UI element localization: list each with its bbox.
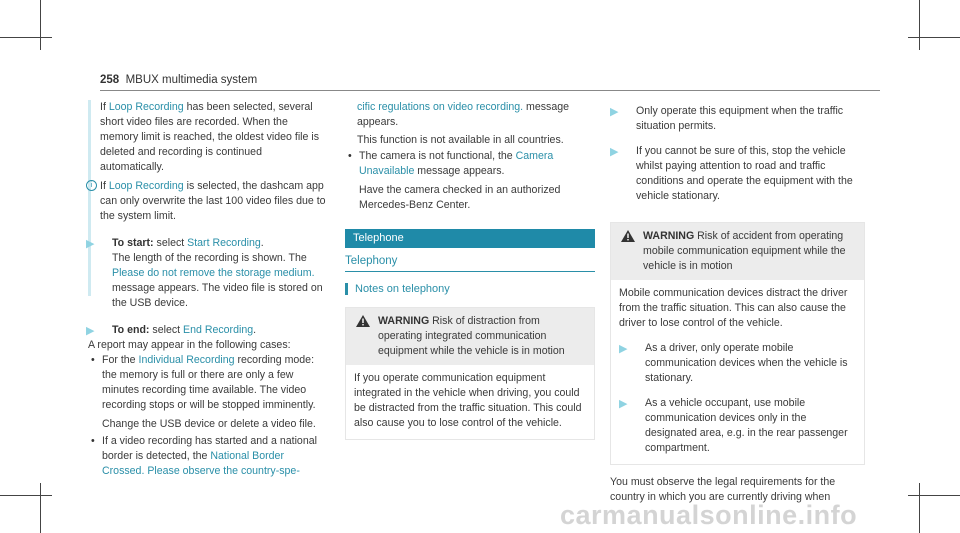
step-item: ▶ Only operate this equipment when the traffic situation permits. [610, 105, 844, 132]
bullet3-extra: Have the camera checked in an authorized Mercedes-Benz Center. [359, 184, 561, 211]
warning-header: WARNING Risk of distraction from operating integrated communication equipment while the vehicle is in motion [346, 308, 594, 365]
notes-heading [345, 282, 595, 297]
warning-icon [621, 230, 635, 247]
crop-mark [908, 37, 960, 38]
start-step: ▶ To start: select Start Recording. The length of the recording is shown. The Please do not remove the storage medium. message appears. The video file is stored on the USB device. [86, 237, 323, 309]
availability-note: This function is not available in all countries. [357, 134, 564, 146]
legal-note: You must observe the legal requirements for the country in which you are currently driving when [610, 476, 836, 503]
watermark: carmanualsonline.info [560, 500, 858, 530]
header-divider [100, 90, 880, 91]
arrow-icon: ▶ [610, 146, 619, 158]
crop-mark [908, 495, 960, 496]
crop-mark [919, 0, 920, 50]
arrow-icon: ▶ [86, 325, 95, 337]
warning-icon [356, 315, 370, 332]
list-item: • For the Individual Recording recording mode: the memory is full or there are only a few minutes recording time available. The video recording stops or will be stopped imminently. Change the USB device or delete a video file. [88, 353, 328, 432]
crop-mark [0, 495, 52, 496]
warning-header: WARNING Risk of accident from operating mobile communication equipment while the vehicle is in motion [611, 223, 864, 280]
heading-marker [345, 283, 348, 295]
notes-heading-text: Notes on telephony [355, 283, 450, 295]
info-icon: i [86, 180, 97, 191]
national-border-message: National Border Crossed. Please observe the country-spe- [102, 450, 300, 477]
warning-box [610, 222, 865, 465]
column-1 [86, 100, 328, 479]
end-step: ▶ To end: select End Recording. [86, 324, 257, 337]
warning-box [345, 307, 595, 440]
crop-mark [919, 483, 920, 533]
step-item: ▶ As a driver, only operate mobile communication devices when the vehicle is stationary. [619, 342, 848, 384]
arrow-icon: ▶ [86, 238, 95, 250]
crop-mark [40, 483, 41, 533]
warning-body [611, 280, 864, 464]
column-2 [345, 100, 595, 440]
arrow-icon: ▶ [619, 398, 628, 410]
column-3 [610, 100, 865, 505]
bullet1-extra: Change the USB device or delete a video file. [102, 418, 316, 430]
individual-recording-link[interactable]: Individual Recording [138, 354, 235, 366]
end-recording-button[interactable]: End Recording [183, 324, 254, 336]
page-header [100, 73, 257, 88]
loop-recording-link[interactable]: Loop Recording [108, 101, 184, 113]
step-item: ▶ As a vehicle occupant, use mobile communication devices only in the designated area, e.g. in the rear passenger compartment. [619, 397, 848, 454]
start-recording-button[interactable]: Start Recording [187, 237, 261, 249]
list-item: • The camera is not functional, the Camera Unavailable message appears. Have the camera checked in an authorized Mercedes-Benz Center. [345, 149, 595, 213]
page-number: 258 [100, 74, 120, 86]
arrow-icon: ▶ [610, 106, 619, 118]
loop-note: i If Loop Recording is selected, the dashcam app can only overwrite the last 100 video files due to the system limit. [100, 179, 328, 224]
section-title-telephony: Telephony [345, 254, 595, 272]
arrow-icon: ▶ [619, 343, 628, 355]
camera-unavailable-message: Camera Unavailable [359, 150, 554, 177]
storage-message: Please do not remove the storage medium. [112, 267, 315, 279]
section-title: MBUX multimedia system [125, 74, 258, 86]
list-item: • If a video recording has started and a national border is detected, the National Border Crossed. Please observe the country-spe- [88, 434, 328, 479]
step-item: ▶ If you cannot be sure of this, stop the vehicle whilst paying attention to road and traffic conditions and operate the equipment with the vehicle stationary. [610, 145, 853, 202]
report-intro: A report may appear in the following cases: [88, 339, 291, 351]
warning-body-text: Mobile communication devices distract the driver from the traffic situation. This can also cause the driver to lose control of the vehicle. [619, 287, 848, 329]
warning-body: If you operate communication equipment integrated in the vehicle when driving, you could be distracted from the traffic situation. This could also cause you to lose control of the vehicle. [354, 372, 582, 429]
continued-text: cific regulations on video recording. message appears. [357, 101, 569, 128]
crop-mark [0, 37, 52, 38]
loop-recording-link[interactable]: Loop Recording [108, 180, 184, 192]
loop-intro: If Loop Recording has been selected, several short video files are recorded. When the memory limit is reached, the oldest video file is deleted and recording is continued automatically. [100, 101, 320, 173]
crop-mark [40, 0, 41, 50]
section-bar-telephone: Telephone [345, 229, 595, 248]
